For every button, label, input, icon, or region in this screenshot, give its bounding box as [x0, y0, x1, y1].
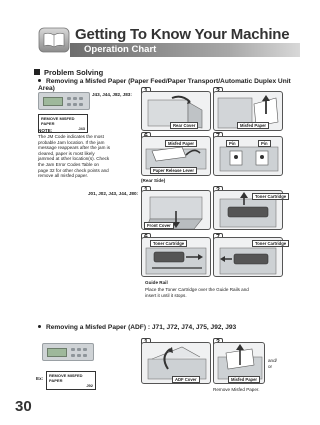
square-bullet-icon [34, 69, 40, 75]
jam-codes-1: J43, J44, J82, J83: [92, 92, 132, 97]
note-label: NOTE: [38, 128, 53, 133]
tag-toner-cartridge: Toner Cartridge [252, 193, 289, 200]
panel-display-2 [47, 348, 67, 357]
guide-rail-instruction: Place the Toner Cartridge over the Guide Rails and insert it until it stops. [145, 287, 249, 298]
lcd-message-1: REMOVE MISFED PAPER J43 [38, 114, 88, 133]
and-or-text: and/ or [268, 358, 277, 369]
tag-pin-left: Pin [226, 140, 239, 147]
bullet-heading-1: Removing a Misfed Paper (Paper Feed/Paper Transport/Automatic Duplex Unit Area) [38, 78, 291, 92]
page-subtitle: Operation Chart [84, 44, 157, 55]
tag-toner-cartridge-2: Toner Cartridge [150, 240, 187, 247]
bullet-dot-icon [38, 79, 41, 82]
section-title: Problem Solving [34, 68, 103, 77]
example-prefix: Ex: [36, 376, 44, 381]
tag-misfed-paper-adf: Misfed Paper [228, 376, 260, 383]
note-text: The JM Code indicates the most probable Jam location. If the jam message reappears after the jam is cleared, paper is most likely jammed at other location(s). Check the Jam Error Codes Table on page 32 for other check points and remove all misfed paper. [38, 134, 111, 179]
page-title: Getting To Know Your Machine [75, 26, 290, 43]
guide-rail-label: Guide Rail [145, 280, 168, 285]
rear-side-caption: (Rear Side) [141, 178, 166, 183]
tag-paper-release-lever: Paper Release Lever [150, 167, 197, 174]
step-a7-illustration [213, 136, 283, 176]
panel-display [43, 97, 63, 106]
tag-toner-cartridge-3: Toner Cartridge [252, 240, 289, 247]
tag-pin-right: Pin [258, 140, 271, 147]
book-icon [38, 27, 70, 53]
bullet-dot-icon [38, 325, 41, 328]
tag-front-cover: Front Cover [144, 222, 174, 229]
tag-misfed-paper: Misfed Paper [237, 122, 269, 129]
pin-drawing [214, 137, 283, 176]
bullet-heading-2: Removing a Misfed Paper (ADF) : J71, J72, J74, J75, J92, J93 [38, 324, 236, 331]
control-panel-image-2 [42, 343, 94, 361]
tag-adf-cover: ADF Cover [172, 376, 200, 383]
tag-misfed-paper-2: Misfed Paper [165, 140, 197, 147]
remove-caption: Remove Misfed Paper. [213, 387, 260, 392]
tag-rear-cover: Rear Cover [170, 122, 198, 129]
control-panel-image [38, 92, 90, 110]
jam-codes-2: J01, J02, J43, J44, J80: [88, 191, 139, 196]
lcd-message-2: REMOVE MISFED PAPER J92 [46, 371, 96, 390]
page-number: 30 [15, 398, 32, 415]
